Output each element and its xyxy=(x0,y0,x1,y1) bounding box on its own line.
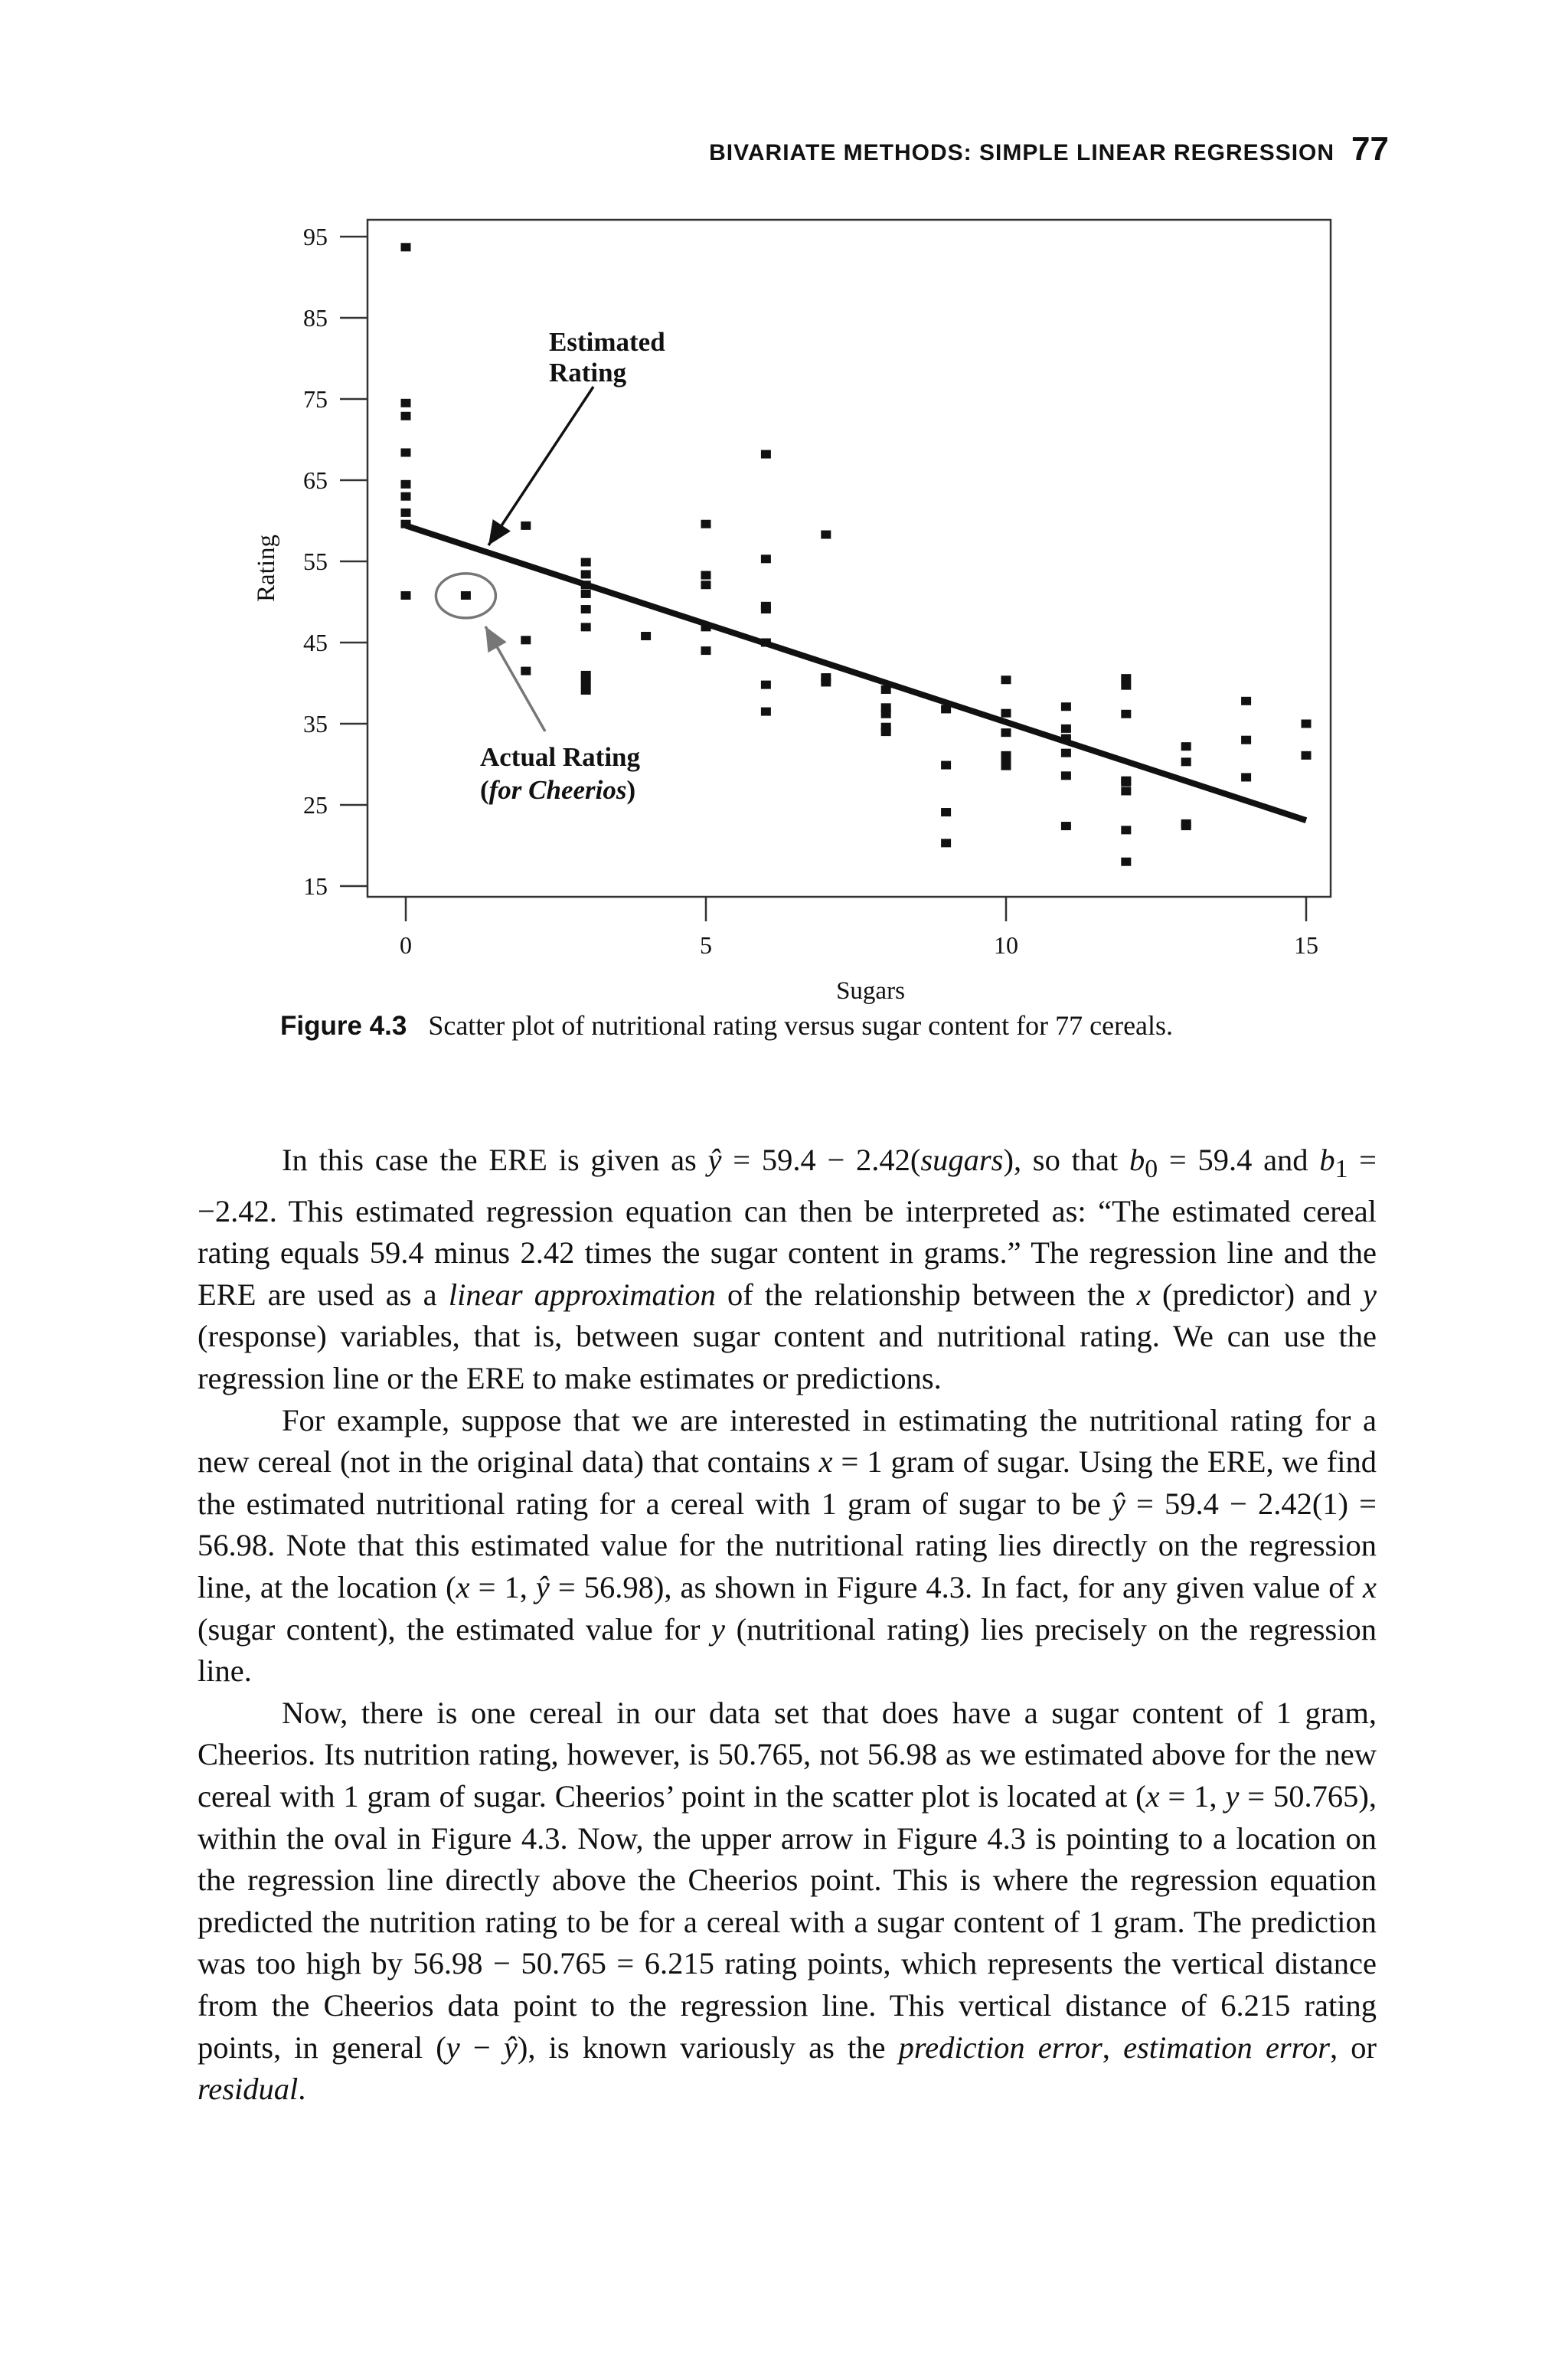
data-point xyxy=(941,808,951,816)
data-point xyxy=(1061,771,1071,780)
scatter-plot-figure xyxy=(0,0,1568,1011)
page-number: 77 xyxy=(1351,130,1389,168)
paragraph-3: Now, there is one cereal in our data set that does have a sugar content of 1 gram, Cheerios. Its nutrition rating, however, is 50.765, not 56.98 as we estimated above for the new cereal with 1 gram of sugar. Cheerios’ point in the scatter plot is located at (x = 1, y = 50.765), within the oval in Figure 4.3. Now, the upper arrow in Figure 4.3 is pointing to a location on the regression line directly above the Cheerios point. This is where the regression equation predicted the nutrition rating to be for a cereal with a sugar content of 1 gram. The prediction was too high by 56.98 − 50.765 = 6.215 rating points, which represents the vertical distance from the Cheerios data point to the regression line. This vertical distance of 6.215 rating points, in general (y − ŷ), is known variously as the prediction error, estimation error, or residual. xyxy=(198,1695,1377,2107)
data-point xyxy=(581,686,591,695)
data-point xyxy=(881,728,891,736)
data-point xyxy=(581,671,591,679)
data-point xyxy=(401,509,411,517)
data-point xyxy=(581,623,591,631)
data-point xyxy=(761,605,771,613)
data-point xyxy=(1181,822,1191,830)
y-tick-label: 95 xyxy=(303,223,328,250)
data-point xyxy=(761,708,771,716)
x-axis xyxy=(400,897,1318,959)
data-point xyxy=(401,243,411,251)
data-point xyxy=(761,554,771,563)
data-point xyxy=(521,522,531,530)
data-point xyxy=(401,448,411,456)
actual-rating-label: Actual Rating (for Cheerios) xyxy=(480,742,641,805)
data-point xyxy=(1061,702,1071,711)
data-point xyxy=(581,590,591,598)
y-axis xyxy=(303,223,368,900)
y-tick-label: 75 xyxy=(303,385,328,413)
data-point xyxy=(1121,710,1131,718)
y-tick-label: 55 xyxy=(303,548,328,575)
data-point xyxy=(1001,675,1011,684)
data-point xyxy=(701,520,711,528)
data-point xyxy=(1121,778,1131,787)
data-point xyxy=(521,636,531,644)
data-point xyxy=(1241,736,1251,744)
estimated-rating-arrow xyxy=(488,387,593,545)
data-point xyxy=(1061,822,1071,830)
data-point xyxy=(701,571,711,580)
data-point xyxy=(401,591,411,600)
data-point xyxy=(401,492,411,501)
caption-text: Scatter plot of nutritional rating versus sugar content for 77 cereals. xyxy=(428,1010,1174,1041)
y-tick-label: 15 xyxy=(303,872,328,900)
y-tick-label: 65 xyxy=(303,466,328,494)
data-point xyxy=(1061,724,1071,733)
data-point xyxy=(581,558,591,567)
data-point xyxy=(1001,762,1011,770)
data-point xyxy=(1121,674,1131,682)
running-title: BIVARIATE METHODS: SIMPLE LINEAR REGRESSION xyxy=(709,140,1335,165)
data-point xyxy=(1121,858,1131,866)
data-point xyxy=(761,450,771,459)
data-point xyxy=(581,605,591,613)
data-point xyxy=(1181,742,1191,751)
data-point xyxy=(1241,697,1251,705)
data-point xyxy=(1061,749,1071,757)
data-point xyxy=(881,710,891,718)
data-point xyxy=(1302,720,1312,728)
data-point xyxy=(1121,682,1131,690)
data-point xyxy=(761,681,771,689)
data-point xyxy=(701,646,711,655)
data-point xyxy=(1001,728,1011,737)
y-axis-label: Rating xyxy=(253,535,280,602)
caption-label: Figure 4.3 xyxy=(280,1011,407,1041)
data-point xyxy=(941,761,951,770)
paragraph-2: For example, suppose that we are interested in estimating the nutritional rating for a new cereal (not in the original data) that contains x = 1 gram of sugar. Using the ERE, we find the estimated nutritional rating for a cereal with 1 gram of sugar to be ŷ = 59.4 − 2.42(1) = 56.98. Note that this estimated value for the nutritional rating lies directly on the regression line, at the location (x = 1, ŷ = 56.98), as shown in Figure 4.3. In fact, for any given value of x (sugar content), the estimated value for y (nutritional rating) lies precisely on the regression line. xyxy=(198,1402,1377,1689)
data-point xyxy=(461,591,471,600)
data-point xyxy=(1181,757,1191,766)
y-tick-label: 85 xyxy=(303,304,328,332)
data-point xyxy=(581,570,591,578)
body-text xyxy=(198,1140,1377,2111)
data-point xyxy=(821,678,831,686)
data-points xyxy=(401,243,1312,865)
x-tick-label: 15 xyxy=(1294,931,1318,959)
x-tick-label: 5 xyxy=(700,931,712,959)
data-point xyxy=(581,678,591,686)
actual-rating-arrow xyxy=(485,626,545,731)
data-point xyxy=(1001,709,1011,718)
data-point xyxy=(401,480,411,489)
paragraph-1: In this case the ERE is given as ŷ = 59.4 − 2.42(sugars), so that $b_0 = 59.4$ and $b_1 = -2.42$. This estimated regression equation can then be interpreted as: “The estimated cereal rating equals 59.4 minus 2.42 times the sugar content in grams.” The regression line and the ERE are used as a linear approximation of the relationship between the x (predictor) and y (response) variables, that is, between sugar content and nutritional rating. We can use the regression line or the ERE to make estimates or predictions. xyxy=(198,1143,1377,1396)
data-point xyxy=(401,399,411,407)
data-point xyxy=(641,632,651,640)
x-tick-label: 0 xyxy=(400,931,412,959)
estimated-rating-label: Estimated Rating xyxy=(549,327,665,388)
data-point xyxy=(1241,773,1251,781)
data-point xyxy=(521,667,531,675)
data-point xyxy=(1121,826,1131,834)
data-point xyxy=(941,839,951,847)
data-point xyxy=(1302,751,1312,760)
data-point xyxy=(401,412,411,420)
figure-caption xyxy=(280,1009,1429,1042)
y-tick-label: 25 xyxy=(303,791,328,819)
data-point xyxy=(701,581,711,589)
y-tick-label: 35 xyxy=(303,710,328,738)
x-axis-label: Sugars xyxy=(836,977,905,1005)
data-point xyxy=(821,531,831,539)
data-point xyxy=(1121,787,1131,795)
x-tick-label: 10 xyxy=(994,931,1018,959)
y-tick-label: 45 xyxy=(303,629,328,656)
